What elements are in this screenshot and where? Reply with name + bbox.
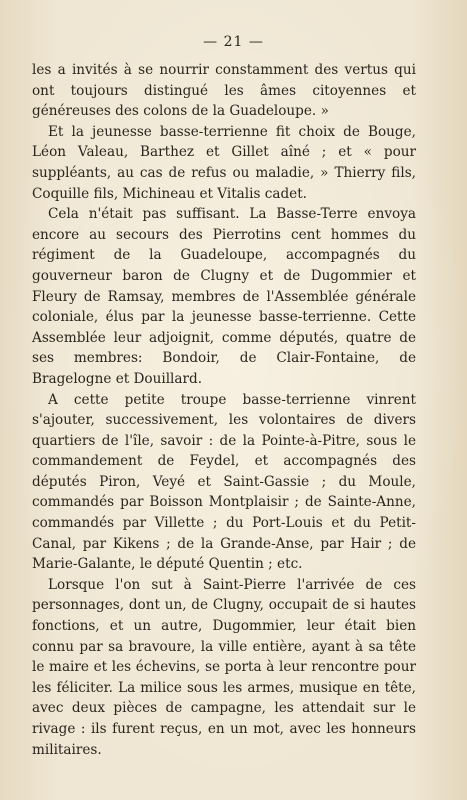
- paragraph: Cela n'était pas suffisant. La Basse-Terre envoya encore au secours des Pierrotins cent hommes du régiment de la Guadeloupe, accompagnés du gouverneur baron de Clugny et de Dugommier et Fleury de Ramsay, membres de l'Assemblée générale coloniale, élus par la jeunesse basse-terrienne. Cette Assemblée leur adjoignit, comme députés, quatre de ses membres: Bondoir, de Clair-Fontaine, de Bragelogne et Douillard.: [32, 206, 416, 387]
- body-text: [32, 60, 416, 760]
- page-number: — 21 —: [203, 34, 264, 50]
- paragraph-continued: les a invités à se nourrir constamment des vertus qui ont toujours distingué les âmes citoyennes et généreuses des colons de la Guadeloupe. »: [32, 62, 416, 120]
- paragraph: Lorsque l'on sut à Saint-Pierre l'arrivée de ces personnages, dont un, de Clugny, occupait de si hautes fonctions, et un autre, Dugommier, leur était bien connu par sa bravoure, la ville entière, ayant à sa tête le maire et les échevins, se porta à leur rencontre pour les féliciter. La milice sous les armes, musique en tête, avec deux pièces de campagne, les attendait sur le rivage : ils furent reçus, en un mot, avec les honneurs militaires.: [32, 576, 416, 758]
- paragraph: Et la jeunesse basse-terrienne fit choix de Bouge, Léon Valeau, Barthez et Gillet aîné ; et « pour suppléants, au cas de refus ou maladie, » Thierry fils, Coquille fils, Michineau et Vitalis cadet.: [32, 123, 416, 202]
- paragraph: A cette petite troupe basse-terrienne vinrent s'ajouter, successivement, les volontaires de divers quartiers de l'île, savoir : de la Pointe-à-Pitre, sous le commandement de Feydel, et accompagnés des députés Piron, Veyé et Saint-Gassie ; du Moule, commandés par Boisson Montplaisir ; de Sainte-Anne, commandés par Villette ; du Port-Louis et du Petit-Canal, par Kikens ; de la Grande-Anse, par Hair ; de Marie-Galante, le député Quentin ; etc.: [32, 391, 416, 573]
